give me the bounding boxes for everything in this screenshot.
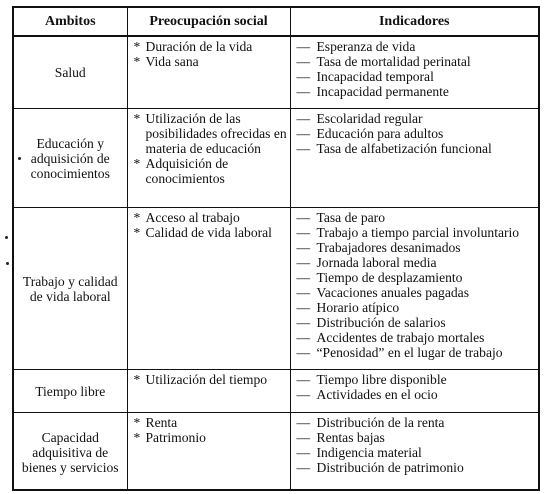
indicadores-cell	[290, 109, 538, 208]
indicador-item: — Tiempo libre disponible	[297, 372, 537, 387]
scan-speck	[6, 262, 9, 265]
header-indicadores: Indicadores	[290, 8, 538, 36]
preocupacion-cell	[127, 109, 290, 208]
preocupacion-cell	[127, 208, 290, 370]
preocupacion-item: * Vida sana	[132, 54, 288, 69]
preocupacion-item: * Acceso al trabajo	[132, 210, 288, 225]
social-indicators-table	[14, 8, 538, 491]
indicador-item: — Actividades en el ocio	[297, 387, 537, 402]
preocupacion-item: * Utilización de las posibilidades ofrecidas en materia de educación	[132, 111, 288, 156]
ambito-cell: Capacidad adquisitiva de bienes y servicios	[14, 413, 127, 492]
table-frame	[12, 6, 540, 491]
preocupacion-item: * Calidad de vida laboral	[132, 225, 288, 240]
header-row	[14, 8, 538, 36]
preocupacion-item: * Renta	[132, 415, 288, 430]
ambito-cell: Salud	[14, 36, 127, 109]
table-row	[14, 109, 538, 208]
preocupacion-item: * Duración de la vida	[132, 39, 288, 54]
indicador-item: — Horario atípico	[297, 300, 537, 315]
indicador-item: — Rentas bajas	[297, 430, 537, 445]
header-preocupacion-social: Preocupación social	[127, 8, 290, 36]
indicador-item: — “Penosidad” en el lugar de trabajo	[297, 345, 537, 360]
preocupacion-cell	[127, 370, 290, 413]
indicador-item: — Trabajadores desanimados	[297, 240, 537, 255]
indicador-item: — Incapacidad permanente	[297, 84, 537, 99]
indicador-item: — Trabajo a tiempo parcial involuntario	[297, 225, 537, 240]
table-row	[14, 36, 538, 109]
indicadores-cell	[290, 413, 538, 492]
indicador-item: — Distribución de patrimonio	[297, 460, 537, 475]
preocupacion-cell	[127, 36, 290, 109]
table-row	[14, 208, 538, 370]
table-row	[14, 370, 538, 413]
scan-speck	[18, 157, 21, 160]
indicadores-cell	[290, 208, 538, 370]
indicador-item: — Indigencia material	[297, 445, 537, 460]
indicador-item: — Distribución de la renta	[297, 415, 537, 430]
table-row	[14, 413, 538, 492]
indicador-item: — Educación para adultos	[297, 126, 537, 141]
indicador-item: — Incapacidad temporal	[297, 69, 537, 84]
preocupacion-item: * Utilización del tiempo	[132, 372, 288, 387]
preocupacion-item: * Patrimonio	[132, 430, 288, 445]
indicador-item: — Escolaridad regular	[297, 111, 537, 126]
indicador-item: — Accidentes de trabajo mortales	[297, 330, 537, 345]
ambito-cell: Tiempo libre	[14, 370, 127, 413]
scan-speck	[5, 236, 8, 239]
indicador-item: — Distribución de salarios	[297, 315, 537, 330]
indicador-item: — Tasa de mortalidad perinatal	[297, 54, 537, 69]
indicador-item: — Esperanza de vida	[297, 39, 537, 54]
preocupacion-item: * Adquisición de conocimientos	[132, 156, 288, 186]
indicador-item: — Vacaciones anuales pagadas	[297, 285, 537, 300]
indicador-item: — Jornada laboral media	[297, 255, 537, 270]
indicadores-cell	[290, 370, 538, 413]
indicador-item: — Tasa de alfabetización funcional	[297, 141, 537, 156]
preocupacion-cell	[127, 413, 290, 492]
indicadores-cell	[290, 36, 538, 109]
indicador-item: — Tiempo de desplazamiento	[297, 270, 537, 285]
ambito-cell: Trabajo y calidad de vida laboral	[14, 208, 127, 370]
ambito-cell: Educación y adquisición de conocimientos	[14, 109, 127, 208]
indicador-item: — Tasa de paro	[297, 210, 537, 225]
header-ambitos: Ambitos	[14, 8, 127, 36]
